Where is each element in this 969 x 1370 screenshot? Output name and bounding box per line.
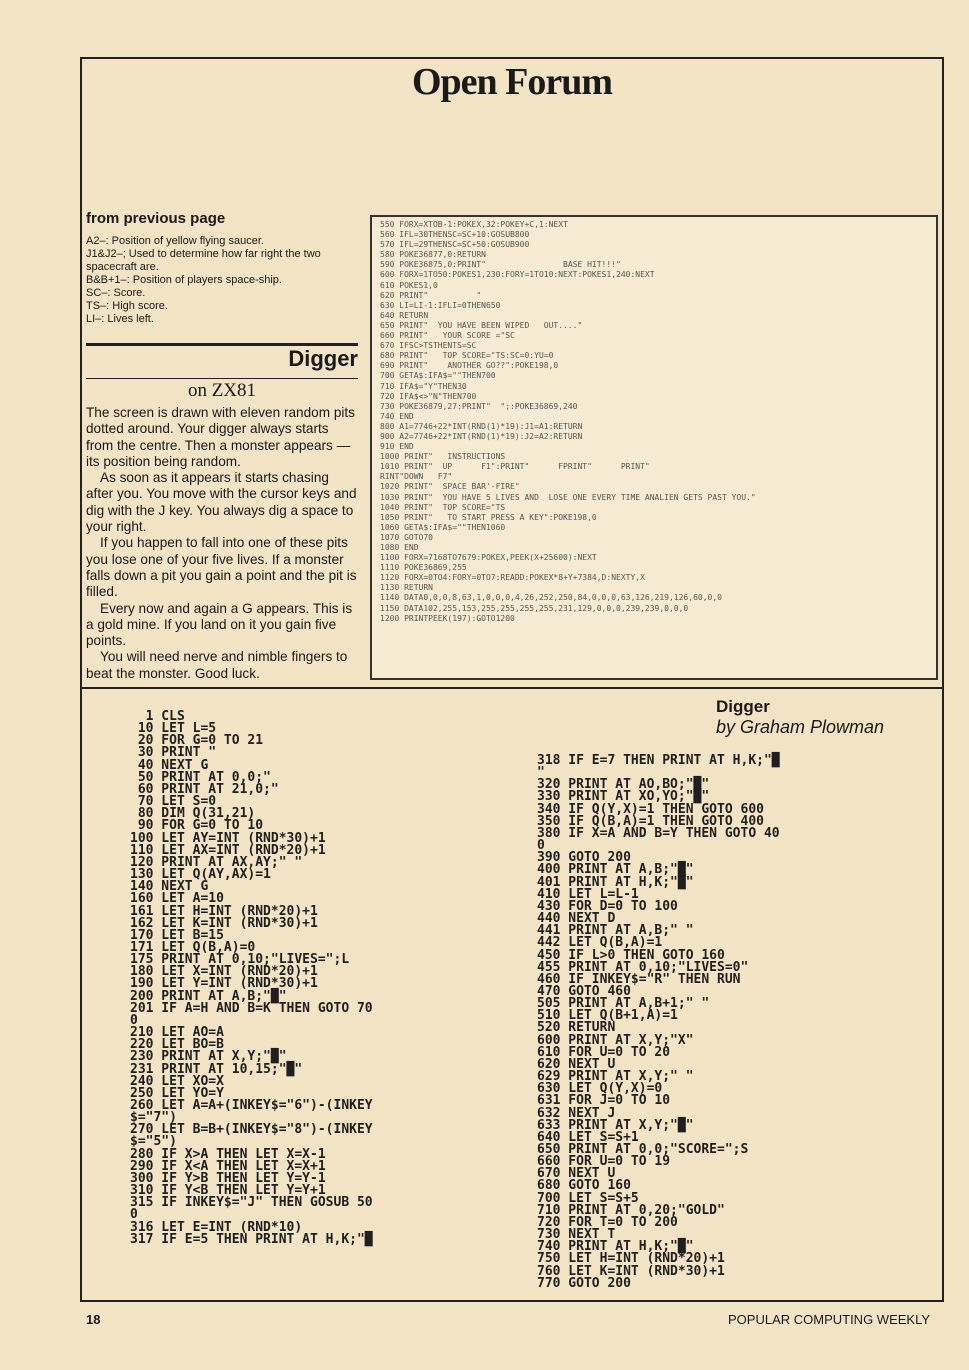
- zx81-listing-left: 1 CLS 10 LET L=5 20 FOR G=0 TO 21 30 PRINT " 40 NEXT G 50 PRINT AT 0,0;" 60 PRINT AT 21,0;" 70 LET S=0 80 DIM Q(31,21) 90 FOR G=0 TO 10 100 LET AY=INT (RND*30)+1 110 LET AX=INT (RND*20)+1 120 PRINT AT AX,AY;" " 130 LET Q(AY,AX)=1 140 NEXT G 160 LET A=10 161 LET H=INT (RND*20)+1 162 LET K=INT (RND*30)+1 170 LET B=15 171 LET Q(B,A)=0 175 PRINT AT 0,10;"LIVES=";L 180 LET X=INT (RND*20)+1 190 LET Y=INT (RND*30)+1 200 PRINT AT A,B;"█" 201 IF A=H AND B=K THEN GOTO 70 0 210 LET AO=A 220 LET BO=B 230 PRINT AT X,Y;"█" 231 PRINT AT 10,15;"█" 240 LET XO=X 250 LET YO=Y 260 LET A=A+(INKEY$="6")-(INKEY $="7") 270 LET B=B+(INKEY$="8")-(INKEY $="5") 280 IF X>A THEN LET X=X-1 290 IF X<A THEN LET X=X+1 300 IF Y>B THEN LET Y=Y-1 310 IF Y<B THEN LET Y=Y+1 315 IF INKEY$="J" THEN GOSUB 50 0 316 LET E=INT (RND*10) 317 IF E=5 THEN PRINT AT H,K;"█: [130, 709, 373, 1247]
- article-paragraph: As soon as it appears it starts chasing after you. You move with the cursor keys and dig with the J key. You always dig a space to your right.: [86, 470, 357, 535]
- program-credit: [716, 697, 884, 738]
- intro-line: J1&J2–; Used to determine how far right the two spacecraft are.: [86, 248, 321, 273]
- credit-title: Digger: [716, 697, 770, 716]
- vic-listing: 550 FORX=XTOB-1:POKEX,32:POKEY+C,1:NEXT 560 IFL=30THENSC=SC+10:GOSUB800 570 IFL=29THENSC=SC+50:GOSUB900 580 POKE36877,0:RETURN 590 POKE36875,0:PRINT" BASE HIT!!!" 600 FORX=1TO50:POKES1,230:FORY=1TO10:NEXT:POKES1,240:NEXT 610 POKES1,0 620 PRINT" " 630 LI=LI-1:IFLI=0THEN650 640 RETURN 650 PRINT" YOU HAVE BEEN WIPED OUT...." 660 PRINT" YOUR SCORE ="SC 670 IFSC>TSTHENTS=SC 680 PRINT" TOP SCORE="TS:SC=0:YU=0 690 PRINT" ANOTHER GO??":POKE198,0 700 GETA$:IFA$=""THEN700 710 IFA$="Y"THEN30 720 IFA$<>"N"THEN700 730 POKE36879,27:PRINT" ";:POKE36869,240 740 END 800 A1=7746+22*INT(RND(1)*19):J1=A1:RETURN 900 A2=7746+22*INT(RND(1)*19):J2=A2:RETURN 910 END 1000 PRINT" INSTRUCTIONS 1010 PRINT" UP F1":PRINT" FPRINT" PRINT" RINT"DOWN F7" 1020 PRINT" SPACE BAR'-FIRE" 1030 PRINT" YOU HAVE 5 LIVES AND LOSE ONE EVERY TIME ANALIEN GETS PAST YOU." 1040 PRINT" TOP SCORE="TS 1050 PRINT" TO START PRESS A KEY":POKE198,0 1060 GETA$:IFA$=""THEN1060 1070 GOTO70 1080 END 1100 FORX=7168TO7679:POKEX,PEEK(X+25600):NEXT 1110 POKE36869,255 1120 FORX=0TO4:FORY=0TO7:READD:POKEX*8+Y+7384,D:NEXTY,X 1130 RETURN 1140 DATA0,0,0,8,63,1,0,0,0,4,26,252,250,84,0,0,0,63,126,219,126,60,0,0 1150 DATA102,255,153,255,255,255,255,231,129,0,0,0,239,239,0,0,0 1200 PRINTPEEK(197):GOTO1200: [380, 220, 756, 623]
- intro-line: TS–: High score.: [86, 300, 168, 312]
- article-paragraph: The screen is drawn with eleven random pits dotted around. Your digger always starts from the centre. Then a monster appears — its position being random.: [86, 405, 355, 469]
- page-number: 18: [86, 1312, 101, 1327]
- page-title: Open Forum: [411, 61, 613, 103]
- intro-line: SC–: Score.: [86, 287, 146, 299]
- intro-heading: from previous page: [86, 210, 226, 227]
- zx81-listing-right: 318 IF E=7 THEN PRINT AT H,K;"█ " 320 PRINT AT AO,BO;"█" 330 PRINT AT XO,YO;"█" 340 IF Q(Y,X)=1 THEN GOTO 600 350 IF Q(B,A)=1 THEN GOTO 400 380 IF X=A AND B=Y THEN GOTO 40 0 390 GOTO 200 400 PRINT AT A,B;"█" 401 PRINT AT H,K;"█" 410 LET L=L-1 430 FOR D=0 TO 100 440 NEXT D 441 PRINT AT A,B;" " 442 LET Q(B,A)=1 450 IF L>0 THEN GOTO 160 455 PRINT AT 0,10;"LIVES=0" 460 IF INKEY$="R" THEN RUN 470 GOTO 460 505 PRINT AT A,B+1;" " 510 LET Q(B+1,A)=1 520 RETURN 600 PRINT AT X,Y;"X" 610 FOR U=0 TO 20 620 NEXT U 629 PRINT AT X,Y;" " 630 LET Q(Y,X)=0 631 FOR J=0 TO 10 632 NEXT J 633 PRINT AT X,Y;"█" 640 LET S=S+1 650 PRINT AT 0,0;"SCORE=";S 660 FOR U=0 TO 19 670 NEXT U 680 GOTO 160 700 LET S=S+5 710 PRINT AT 0,20;"GOLD" 720 FOR T=0 TO 200 730 NEXT T 740 PRINT AT H,K;"█" 750 LET H=INT (RND*20)+1 760 LET K=INT (RND*30)+1 770 GOTO 200: [537, 753, 780, 1291]
- article-body: [86, 405, 358, 682]
- article-paragraph: Every now and again a G appears. This is a gold mine. If you land on it you gain five points.: [86, 600, 353, 649]
- publication-name: POPULAR COMPUTING WEEKLY: [728, 1312, 931, 1327]
- article-subtitle: on ZX81: [187, 380, 257, 401]
- article-paragraph: You will need nerve and nimble fingers to beat the monster. Good luck.: [86, 649, 348, 681]
- credit-author: by Graham Plowman: [716, 717, 885, 737]
- intro-line: LI–: Lives left.: [86, 313, 154, 325]
- intro-line: B&B+1–: Position of players space-ship.: [86, 274, 282, 286]
- article-title: Digger: [288, 346, 358, 371]
- intro-line: A2–: Position of yellow flying saucer.: [86, 235, 264, 247]
- divider-rule: [86, 378, 358, 379]
- section-divider: [80, 687, 944, 689]
- intro-section: [86, 212, 358, 326]
- article-paragraph: If you happen to fall into one of these pits you lose one of your five lives. If a monster falls down a pit you gain a point and the pit is filled.: [86, 535, 357, 600]
